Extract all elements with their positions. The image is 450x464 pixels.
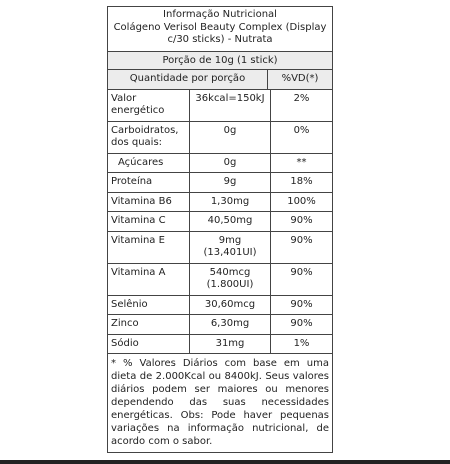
table-row bbox=[108, 121, 332, 153]
table-row bbox=[108, 231, 332, 263]
header-quantity: Quantidade por porção bbox=[108, 70, 268, 89]
nutrient-vd: 90% bbox=[271, 315, 333, 335]
nutrient-name: Vitamina B6 bbox=[108, 192, 190, 212]
nutrient-name: Valor energético bbox=[108, 90, 190, 122]
table-row bbox=[108, 90, 332, 122]
nutrient-vd: 1% bbox=[271, 334, 333, 354]
table-row bbox=[108, 315, 332, 335]
nutrient-amount: 30,60mcg bbox=[190, 295, 271, 315]
product-name: Colágeno Verisol Beauty Complex (Display c/30 sticks) - Nutrata bbox=[113, 21, 327, 45]
nutrient-name: Açúcares bbox=[108, 153, 190, 173]
nutrient-vd: 18% bbox=[271, 173, 333, 193]
nutrient-vd: ** bbox=[271, 153, 333, 173]
table-row bbox=[108, 212, 332, 232]
panel-title bbox=[108, 7, 332, 52]
nutrient-vd: 100% bbox=[271, 192, 333, 212]
nutrient-amount-cell bbox=[190, 263, 271, 295]
nutrient-amount: 1,30mg bbox=[190, 192, 271, 212]
header-vd: %VD(*) bbox=[281, 73, 319, 84]
nutrient-vd: 90% bbox=[271, 231, 333, 263]
nutrient-amount: 36kcal=150kJ bbox=[190, 90, 271, 122]
nutrient-name: Vitamina C bbox=[108, 212, 190, 232]
nutrient-amount: 31mg bbox=[190, 334, 271, 354]
table-row bbox=[108, 334, 332, 354]
nutrient-amount-note: (1.800UI) bbox=[206, 279, 254, 290]
nutrient-name: Vitamina A bbox=[108, 263, 190, 295]
nutrient-vd: 90% bbox=[271, 263, 333, 295]
nutrient-name: Proteína bbox=[108, 173, 190, 193]
table-row bbox=[108, 263, 332, 295]
nutrition-facts-panel bbox=[107, 6, 333, 453]
table-row bbox=[108, 173, 332, 193]
table-row bbox=[108, 153, 332, 173]
nutrient-vd: 2% bbox=[271, 90, 333, 122]
nutrient-name: Carboidratos, dos quais: bbox=[108, 121, 190, 153]
nutrient-vd: 90% bbox=[271, 295, 333, 315]
bottom-divider bbox=[0, 460, 450, 464]
nutrient-name: Vitamina E bbox=[108, 231, 190, 263]
nutrient-amount-cell bbox=[190, 231, 271, 263]
portion-size: Porção de 10g (1 stick) bbox=[108, 52, 332, 71]
nutrient-vd: 0% bbox=[271, 121, 333, 153]
nutrition-table bbox=[108, 90, 332, 355]
nutrient-amount: 9mg bbox=[218, 234, 242, 246]
nutrient-amount: 0g bbox=[190, 121, 271, 153]
nutrient-name: Zinco bbox=[108, 315, 190, 335]
nutrient-name: Selênio bbox=[108, 295, 190, 315]
table-row bbox=[108, 192, 332, 212]
footnote: * % Valores Diários com base em uma dieta de 2.000Kcal ou 8400kJ. Seus valores diários podem ser maiores ou menores dependendo das suas necessidades energéticas. Obs: Pode haver pequenas variações na informação nutricional, de acordo com o sabor. bbox=[111, 358, 329, 447]
nutrient-amount-note: (13,401UI) bbox=[203, 247, 257, 258]
table-row bbox=[108, 295, 332, 315]
table-header bbox=[108, 70, 332, 90]
title-heading: Informação Nutricional bbox=[163, 9, 277, 20]
nutrient-name: Sódio bbox=[108, 334, 190, 354]
nutrient-amount: 9g bbox=[190, 173, 271, 193]
nutrient-amount: 6,30mg bbox=[190, 315, 271, 335]
nutrient-amount: 540mcg bbox=[209, 266, 251, 278]
nutrient-vd: 90% bbox=[271, 212, 333, 232]
nutrient-amount: 0g bbox=[190, 153, 271, 173]
nutrient-amount: 40,50mg bbox=[190, 212, 271, 232]
